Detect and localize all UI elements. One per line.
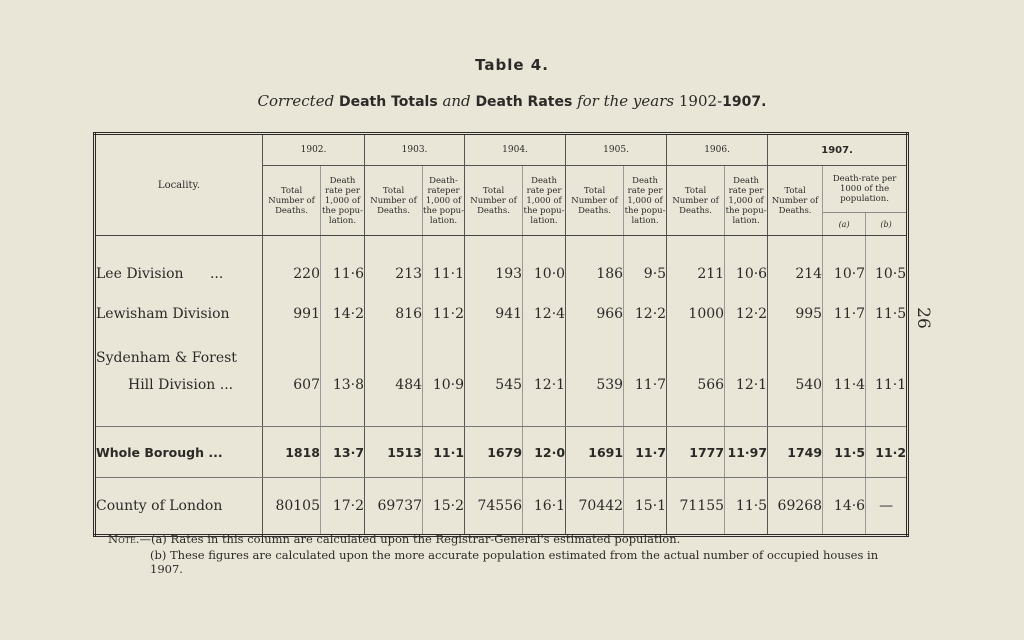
cell-1905-rate: 15·1 bbox=[624, 478, 667, 536]
cell-1907-total: 995 bbox=[768, 294, 823, 334]
year-header-1906: 1906. bbox=[667, 134, 768, 166]
cell-1907-rate-b: 11·5 bbox=[866, 294, 908, 334]
subtitle-year-start: 1902- bbox=[678, 92, 723, 110]
table-row bbox=[95, 478, 908, 536]
cell-1903-total: 1513 bbox=[365, 427, 423, 478]
cell-1907-rate-a: 11·4 bbox=[823, 366, 866, 404]
col-rate-1907-b: (b) bbox=[866, 213, 908, 236]
cell-1905-rate: 11·7 bbox=[624, 366, 667, 404]
cell-1902-total: 80105 bbox=[263, 478, 321, 536]
subtitle-corrected: Corrected bbox=[257, 92, 335, 110]
cell-1904-total: 941 bbox=[465, 294, 523, 334]
row-locality-line2: Hill Division ... bbox=[128, 377, 234, 393]
table-title: Table 4. bbox=[475, 56, 549, 74]
cell-1902-total: 991 bbox=[263, 294, 321, 334]
cell-1904-total: 74556 bbox=[465, 478, 523, 536]
locality-header: Locality. bbox=[95, 134, 263, 236]
cell-1903-total: 213 bbox=[365, 236, 423, 295]
row-locality bbox=[95, 236, 263, 295]
cell-1907-total: 214 bbox=[768, 236, 823, 295]
cell-1907-rate-b: 10·5 bbox=[866, 236, 908, 295]
table-row bbox=[95, 294, 908, 334]
cell-1905-rate: 9·5 bbox=[624, 236, 667, 295]
cell-1904-total: 1679 bbox=[465, 427, 523, 478]
cell-1902-rate: 13·7 bbox=[321, 427, 365, 478]
row-locality-dots: ... bbox=[209, 266, 224, 282]
cell-1906-rate: 11·97 bbox=[725, 427, 768, 478]
row-locality: County of London bbox=[96, 498, 223, 514]
note-a-text: —(a) Rates in this column are calculated upon the Registrar-General's estimated population. bbox=[139, 532, 681, 546]
cell-1906-rate: 10·6 bbox=[725, 236, 768, 295]
col-total-1907: Total Number of Deaths. bbox=[768, 166, 823, 236]
cell-1906-total: 1777 bbox=[667, 427, 725, 478]
table-row bbox=[95, 334, 908, 366]
cell-1905-total: 186 bbox=[566, 236, 624, 295]
cell-1903-total: 484 bbox=[365, 366, 423, 404]
cell-1903-rate: 11·1 bbox=[423, 236, 465, 295]
subtitle-and: and bbox=[442, 92, 471, 110]
cell-1906-total: 1000 bbox=[667, 294, 725, 334]
cell-1906-rate: 11·5 bbox=[725, 478, 768, 536]
cell-1904-rate: 12·0 bbox=[523, 427, 566, 478]
row-locality-line1: Sydenham & Forest bbox=[96, 350, 237, 366]
cell-1904-rate: 12·1 bbox=[523, 366, 566, 404]
cell-1903-total: 69737 bbox=[365, 478, 423, 536]
col-total-1902: Total Number of Deaths. bbox=[263, 166, 321, 236]
year-header-1902: 1902. bbox=[263, 134, 365, 166]
cell-1903-rate: 15·2 bbox=[423, 478, 465, 536]
col-rate-1905: Death rate per 1,000 of the popu- lation. bbox=[624, 166, 667, 236]
subtitle-death-totals: Death Totals bbox=[338, 94, 438, 110]
cell-1907-rate-a: 11·5 bbox=[823, 427, 866, 478]
cell-1903-rate: 10·9 bbox=[423, 366, 465, 404]
col-rate-1906: Death rate per 1,000 of the popu- lation. bbox=[725, 166, 768, 236]
cell-1905-total: 539 bbox=[566, 366, 624, 404]
cell-1902-total: 1818 bbox=[263, 427, 321, 478]
col-total-1904: Total Number of Deaths. bbox=[465, 166, 523, 236]
table-subtitle bbox=[0, 92, 1024, 110]
subtitle-year-end: 1907. bbox=[722, 94, 767, 110]
cell-1903-rate: 11·2 bbox=[423, 294, 465, 334]
page-number: 26 bbox=[912, 307, 933, 329]
note-a bbox=[108, 532, 680, 546]
cell-1905-rate: 11·7 bbox=[624, 427, 667, 478]
cell-1903-rate: 11·1 bbox=[423, 427, 465, 478]
col-total-1906: Total Number of Deaths. bbox=[667, 166, 725, 236]
cell-1904-rate: 12·4 bbox=[523, 294, 566, 334]
subtitle-death-rates: Death Rates bbox=[475, 94, 573, 110]
cell-1902-rate: 11·6 bbox=[321, 236, 365, 295]
cell-1907-rate-a: 10·7 bbox=[823, 236, 866, 295]
cell-1906-total: 211 bbox=[667, 236, 725, 295]
year-header-1904: 1904. bbox=[465, 134, 566, 166]
cell-1902-rate: 14·2 bbox=[321, 294, 365, 334]
col-total-1905: Total Number of Deaths. bbox=[566, 166, 624, 236]
row-locality: Lewisham Division bbox=[96, 306, 230, 322]
cell-1907-rate-b: 11·2 bbox=[866, 427, 908, 478]
cell-1907-rate-b: 11·1 bbox=[866, 366, 908, 404]
col-rate-1903: Death- rateper 1,000 of the popu- lation. bbox=[423, 166, 465, 236]
cell-1907-total: 69268 bbox=[768, 478, 823, 536]
col-rate-1904: Death rate per 1,000 of the popu- lation. bbox=[523, 166, 566, 236]
cell-1904-rate: 16·1 bbox=[523, 478, 566, 536]
cell-1906-total: 566 bbox=[667, 366, 725, 404]
cell-1902-total: 220 bbox=[263, 236, 321, 295]
cell-1902-total: 607 bbox=[263, 366, 321, 404]
table-row-total bbox=[95, 427, 908, 478]
note-b: (b) These figures are calculated upon the more accurate population estimated from the actual number of occupied houses in 1907. bbox=[150, 548, 879, 576]
cell-1907-rate-a: 14·6 bbox=[823, 478, 866, 536]
cell-1904-total: 193 bbox=[465, 236, 523, 295]
cell-1904-rate: 10·0 bbox=[523, 236, 566, 295]
col-rate-1907: Death-rate per 1000 of the population. bbox=[823, 166, 908, 213]
table-row bbox=[95, 236, 908, 295]
table-row bbox=[95, 366, 908, 404]
cell-1907-rate-b: — bbox=[866, 478, 908, 536]
cell-1906-total: 71155 bbox=[667, 478, 725, 536]
death-rates-table bbox=[93, 132, 909, 537]
cell-1906-rate: 12·2 bbox=[725, 294, 768, 334]
cell-1902-rate: 17·2 bbox=[321, 478, 365, 536]
subtitle-for-years: for the years bbox=[577, 92, 675, 110]
col-total-1903: Total Number of Deaths. bbox=[365, 166, 423, 236]
col-rate-1902: Death rate per 1,000 of the popu- lation. bbox=[321, 166, 365, 236]
row-locality: Whole Borough ... bbox=[95, 427, 263, 478]
row-separator bbox=[95, 404, 908, 427]
cell-1904-total: 545 bbox=[465, 366, 523, 404]
cell-1905-total: 966 bbox=[566, 294, 624, 334]
year-header-1903: 1903. bbox=[365, 134, 465, 166]
cell-1905-total: 1691 bbox=[566, 427, 624, 478]
cell-1905-rate: 12·2 bbox=[624, 294, 667, 334]
cell-1903-total: 816 bbox=[365, 294, 423, 334]
cell-1907-rate-a: 11·7 bbox=[823, 294, 866, 334]
year-header-1907: 1907. bbox=[768, 134, 908, 166]
note-label: Note. bbox=[108, 532, 140, 546]
year-header-1905: 1905. bbox=[566, 134, 667, 166]
cell-1907-total: 540 bbox=[768, 366, 823, 404]
cell-1907-total: 1749 bbox=[768, 427, 823, 478]
row-locality-name: Lee Division bbox=[96, 266, 184, 282]
cell-1905-total: 70442 bbox=[566, 478, 624, 536]
cell-1902-rate: 13·8 bbox=[321, 366, 365, 404]
cell-1906-rate: 12·1 bbox=[725, 366, 768, 404]
col-rate-1907-a: (a) bbox=[823, 213, 866, 236]
